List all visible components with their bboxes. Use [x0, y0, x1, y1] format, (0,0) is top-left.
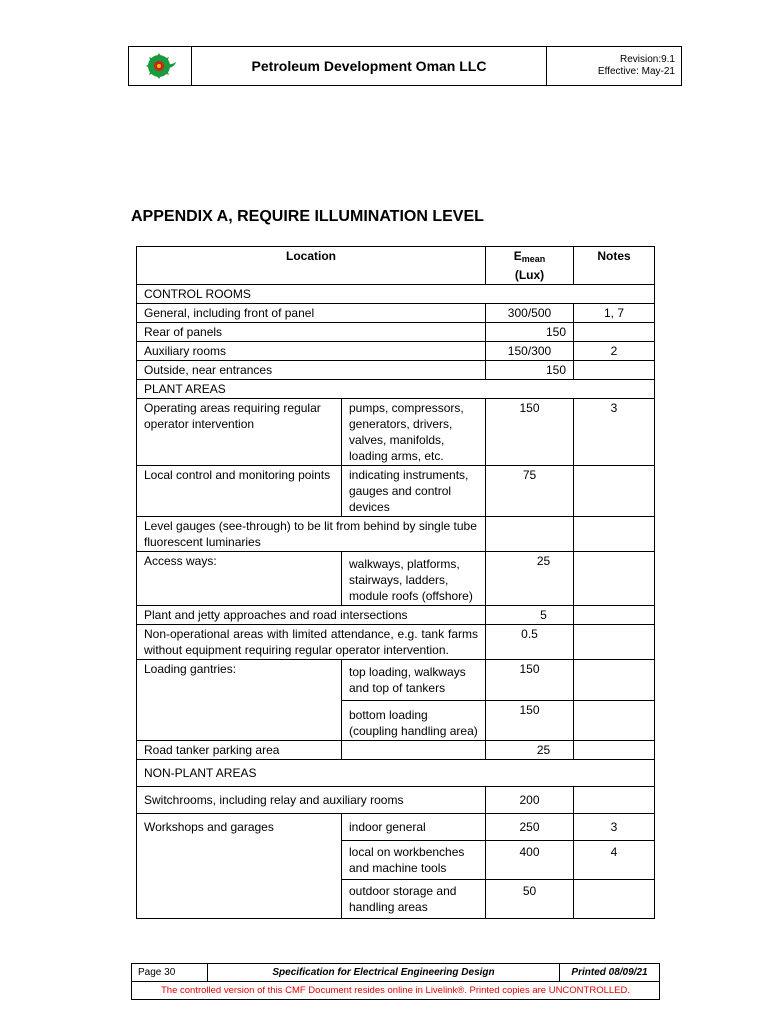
detail-cell — [342, 741, 486, 760]
detail-cell: indoor general — [342, 814, 486, 841]
table-row — [137, 741, 655, 760]
effective-date: Effective: May-21 — [597, 66, 675, 77]
uncontrolled-notice: The controlled version of this CMF Document resides online in Livelink®. Printed copies are UNCONTROLLED. — [132, 982, 660, 1000]
lux-cell: 150 — [486, 660, 574, 701]
lux-cell: 150 — [486, 323, 574, 342]
detail-cell: indicating instruments, gauges and control devices — [342, 466, 486, 517]
emean-unit: (Lux) — [514, 268, 545, 282]
notes-cell — [574, 660, 655, 701]
footer-notice-row — [132, 982, 660, 1000]
page-header — [128, 46, 682, 86]
notes-cell — [574, 787, 655, 814]
illumination-table — [136, 246, 655, 919]
lux-cell — [486, 552, 574, 606]
notes-cell — [574, 361, 655, 380]
notes-cell: 4 — [574, 841, 655, 880]
lux-value: 25 — [536, 743, 551, 757]
location-cell: Workshops and garages — [137, 814, 342, 919]
lux-cell: 50 — [486, 880, 574, 919]
notes-cell — [574, 606, 655, 625]
table-row — [137, 304, 655, 323]
lux-cell: 150 — [486, 701, 574, 741]
lux-cell — [486, 741, 574, 760]
table-row — [137, 323, 655, 342]
printed-date: Printed 08/09/21 — [560, 964, 660, 982]
detail-cell: bottom loading (coupling handling area) — [342, 701, 486, 741]
location-cell: Plant and jetty approaches and road intersections — [137, 606, 486, 625]
section-plant-areas: PLANT AREAS — [137, 380, 655, 399]
lux-cell: 200 — [486, 787, 574, 814]
notes-cell — [574, 625, 655, 660]
notes-cell: 3 — [574, 814, 655, 841]
location-cell: Loading gantries: — [137, 660, 342, 741]
table-header-row — [137, 247, 655, 285]
lux-cell: 75 — [486, 466, 574, 517]
document-title: Specification for Electrical Engineering Design — [208, 964, 560, 982]
section-non-plant-areas: NON-PLANT AREAS — [137, 760, 655, 787]
notes-cell: 3 — [574, 399, 655, 466]
location-cell: Level gauges (see-through) to be lit from behind by single tube fluorescent luminaries — [137, 517, 486, 552]
notes-cell — [574, 880, 655, 919]
lux-cell: 400 — [486, 841, 574, 880]
header-notes: Notes — [574, 247, 655, 285]
table-row — [137, 787, 655, 814]
table-row — [137, 361, 655, 380]
notes-cell — [574, 517, 655, 552]
table-row — [137, 625, 655, 660]
notes-cell — [574, 701, 655, 741]
revision-box — [547, 47, 681, 85]
location-cell: Auxiliary rooms — [137, 342, 486, 361]
emean-subscript: mean — [521, 254, 546, 264]
notes-cell — [574, 466, 655, 517]
notes-cell — [574, 552, 655, 606]
revision-text: Revision:9.1 — [619, 54, 675, 65]
table-row — [137, 814, 655, 841]
lux-value: 25 — [536, 554, 551, 568]
section-control-rooms: CONTROL ROOMS — [137, 285, 655, 304]
lux-value: 5 — [540, 608, 547, 622]
detail-cell: walkways, platforms, stairways, ladders, module roofs (offshore) — [342, 552, 486, 606]
section-heading-row — [137, 285, 655, 304]
lux-cell: 150/300 — [486, 342, 574, 361]
section-heading-row — [137, 380, 655, 399]
detail-cell: pumps, compressors, generators, drivers, valves, manifolds, loading arms, etc. — [342, 399, 486, 466]
header-location: Location — [137, 247, 486, 285]
lux-cell: 300/500 — [486, 304, 574, 323]
emean-symbol: E — [513, 249, 522, 263]
lux-cell: 150 — [486, 399, 574, 466]
detail-cell: outdoor storage and handling areas — [342, 880, 486, 919]
location-cell: Local control and monitoring points — [137, 466, 342, 517]
company-name: Petroleum Development Oman LLC — [192, 47, 547, 85]
table-row — [137, 342, 655, 361]
table-row — [137, 466, 655, 517]
table-row — [137, 399, 655, 466]
page-footer — [131, 963, 660, 1000]
lux-cell: 250 — [486, 814, 574, 841]
detail-cell: local on workbenches and machine tools — [342, 841, 486, 880]
header-emean — [486, 247, 574, 285]
detail-cell: top loading, walkways and top of tankers — [342, 660, 486, 701]
lux-cell — [486, 517, 574, 552]
table-row — [137, 552, 655, 606]
location-cell: Road tanker parking area — [137, 741, 342, 760]
location-cell: Non-operational areas with limited attendance, e.g. tank farms without equipment requiring regular operator intervention. — [137, 625, 486, 660]
location-cell: Outside, near entrances — [137, 361, 486, 380]
location-cell: General, including front of panel — [137, 304, 486, 323]
table-row — [137, 660, 655, 701]
lux-cell: 150 — [486, 361, 574, 380]
pdo-logo-icon — [143, 52, 177, 80]
page-number: Page 30 — [132, 964, 208, 982]
table-row — [137, 606, 655, 625]
company-logo — [129, 47, 192, 85]
appendix-title: APPENDIX A, REQUIRE ILLUMINATION LEVEL — [131, 208, 484, 225]
table-row — [137, 517, 655, 552]
notes-cell — [574, 741, 655, 760]
lux-cell — [486, 606, 574, 625]
lux-cell: 0.5 — [486, 625, 574, 660]
location-cell: Access ways: — [137, 552, 342, 606]
section-heading-row — [137, 760, 655, 787]
location-cell: Operating areas requiring regular operator intervention — [137, 399, 342, 466]
footer-row — [132, 964, 660, 982]
location-cell: Switchrooms, including relay and auxiliary rooms — [137, 787, 486, 814]
notes-cell: 2 — [574, 342, 655, 361]
location-cell: Rear of panels — [137, 323, 486, 342]
notes-cell — [574, 323, 655, 342]
notes-cell: 1, 7 — [574, 304, 655, 323]
